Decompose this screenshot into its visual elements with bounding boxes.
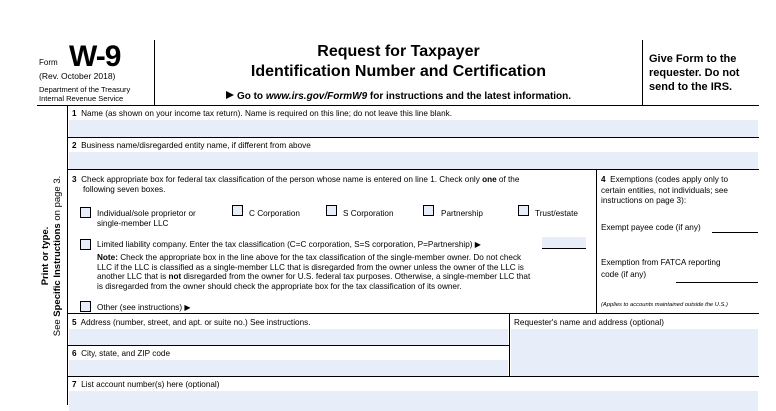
form-header — [37, 40, 759, 106]
sidebar-instructions: See Specific Instructions on page 3. — [52, 175, 63, 337]
account-numbers-input[interactable] — [69, 391, 758, 411]
form-id-block — [37, 40, 155, 106]
name-input[interactable] — [69, 120, 758, 137]
c-corporation-label: C Corporation — [249, 209, 300, 218]
line-1-label: 1 Name (as shown on your income tax return). Name is required on this line; do not leave this line blank. — [72, 109, 453, 118]
partnership-label: Partnership — [441, 209, 483, 218]
give-form-notice — [649, 52, 759, 94]
give-form-line-3: send to the IRS. — [649, 81, 733, 93]
other-input[interactable] — [210, 301, 594, 313]
address-input[interactable] — [69, 329, 508, 345]
trust-estate-checkbox[interactable] — [518, 205, 529, 216]
form-title-line-2: Identification Number and Certification — [250, 63, 547, 80]
line-2-label: 2 Business name/disregarded entity name, if different from above — [72, 141, 311, 150]
individual-checkbox[interactable] — [80, 207, 91, 218]
exempt-payee-input[interactable] — [712, 221, 758, 233]
llc-checkbox[interactable] — [80, 239, 91, 250]
form-title-line-1: Request for Taxpayer — [317, 43, 480, 60]
llc-note: Note: Check the appropriate box in the line above for the tax classification of the single-member owner. Do not check LLC if the LLC is classified as a single-member LLC that is disregarded from the owner unless the owner of the LLC is another LLC that is not disregarded from the owner for U.S. federal tax purposes. Otherwise, a single-member LLC that is disregarded from the owner should check the appropriate box for the tax classification of its owner. — [97, 253, 531, 291]
line-5-label: 5 Address (number, street, and apt. or suite no.) See instructions. — [72, 318, 311, 327]
s-corporation-label: S Corporation — [343, 209, 394, 218]
exempt-payee-label: Exempt payee code (if any) — [601, 223, 701, 232]
fatca-applies-note: (Applies to accounts maintained outside the U.S.) — [601, 302, 728, 308]
arrow-right-icon — [226, 91, 234, 99]
line-3-label-2: following seven boxes. — [83, 185, 166, 194]
line-3-label: 3 Check appropriate box for federal tax classification of the person whose name is entered on line 1. Check only one of the — [72, 175, 520, 184]
give-form-line-1: Give Form to the — [649, 53, 737, 65]
department-line-1: Department of the Treasury — [39, 85, 131, 94]
c-corporation-checkbox[interactable] — [232, 205, 243, 216]
line-3-4-divider — [596, 170, 597, 314]
instructions-link-line — [155, 91, 642, 102]
form-title-block — [155, 40, 643, 106]
department-line-2: Internal Revenue Service — [39, 94, 124, 103]
requester-label: Requester's name and address (optional) — [514, 318, 664, 327]
form-number: W-9 — [69, 40, 121, 73]
city-state-zip-input[interactable] — [69, 360, 508, 376]
give-form-line-2: requester. Do not — [649, 67, 740, 79]
sidebar-print-or-type: Print or type. — [40, 226, 51, 286]
trust-estate-label: Trust/estate — [535, 209, 578, 218]
fatca-code-input[interactable] — [676, 271, 758, 283]
s-corporation-checkbox[interactable] — [326, 205, 337, 216]
exemptions-label: 4 Exemptions (codes apply only to certain entities, not individuals; see instructions on page 3): — [601, 175, 728, 205]
goto-prefix: Go to — [236, 91, 266, 102]
print-or-type-sidebar — [37, 106, 68, 405]
line-7-label: 7 List account number(s) here (optional) — [72, 380, 220, 389]
revision-date: (Rev. October 2018) — [39, 71, 116, 81]
instructions-url-link[interactable]: www.irs.gov/FormW9 — [265, 91, 368, 102]
individual-label: Individual/sole proprietor or single-member LLC — [97, 209, 196, 228]
llc-classification-input[interactable] — [542, 237, 586, 249]
llc-label: Limited liability company. Enter the tax classification (C=C corporation, S=S corporation, P=Partnership) ▶ — [97, 240, 482, 249]
sidebar-text — [40, 176, 64, 337]
goto-suffix: for instructions and the latest information. — [367, 91, 572, 102]
business-name-input[interactable] — [69, 152, 758, 169]
other-label: Other (see instructions) ▶ — [97, 303, 191, 312]
line-6-label: 6 City, state, and ZIP code — [72, 349, 171, 358]
fatca-label: Exemption from FATCA reporting code (if any) — [601, 258, 721, 279]
form-word: Form — [39, 58, 58, 67]
other-checkbox[interactable] — [80, 301, 91, 312]
partnership-checkbox[interactable] — [423, 205, 434, 216]
